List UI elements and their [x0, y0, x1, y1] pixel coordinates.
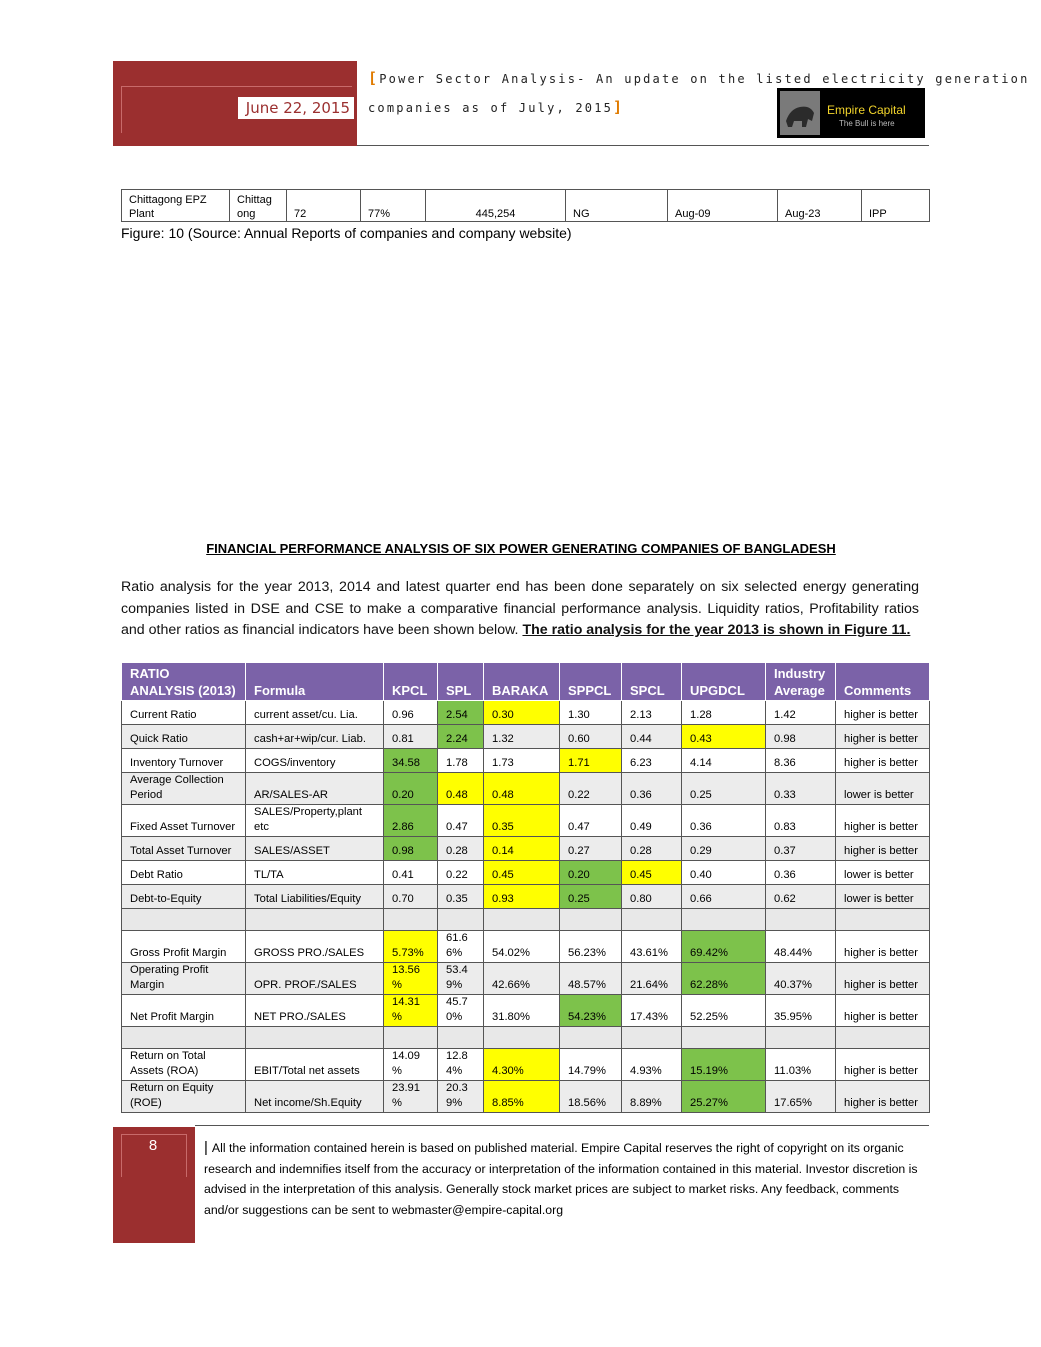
- table-cell: 35.95%: [766, 995, 836, 1027]
- table-row: [122, 963, 930, 995]
- table-cell: 0.30: [484, 701, 560, 725]
- empire-capital-logo: [777, 88, 925, 138]
- table-row: [122, 805, 930, 837]
- table-cell: 48.57%: [560, 963, 622, 995]
- table-cell: 14.09 %: [384, 1049, 438, 1081]
- table-cell: 69.42%: [682, 931, 766, 963]
- table-cell: 0.83: [766, 805, 836, 837]
- table-cell: cash+ar+wip/cur. Liab.: [246, 725, 384, 749]
- header-title-line1: [Power Sector Analysis- An update on the listed electricity generation: [368, 69, 1030, 87]
- table-cell: lower is better: [836, 861, 930, 885]
- logo-name: Empire Capital: [827, 103, 906, 117]
- header-upgdcl: UPGDCL: [682, 663, 766, 701]
- table-cell: [766, 909, 836, 931]
- table-cell: 77%: [361, 190, 426, 222]
- table-cell: 0.29: [682, 837, 766, 861]
- page-number: 8: [148, 1137, 158, 1154]
- table-cell: [246, 1027, 384, 1049]
- table-cell: Net income/Sh.Equity: [246, 1081, 384, 1113]
- table-cell: 0.45: [484, 861, 560, 885]
- table-cell: 1.28: [682, 701, 766, 725]
- header-title-line2: companies as of July, 2015]: [368, 98, 625, 116]
- table-cell: 2.13: [622, 701, 682, 725]
- table-cell: 0.35: [438, 885, 484, 909]
- table-row: [122, 190, 930, 222]
- table-cell: Inventory Turnover: [122, 749, 246, 773]
- table-cell: [122, 1027, 246, 1049]
- table-cell: 40.37%: [766, 963, 836, 995]
- table-spacer-row: [122, 909, 930, 931]
- table-cell: higher is better: [836, 701, 930, 725]
- table-cell: 13.56 %: [384, 963, 438, 995]
- header-ratio: RATIO ANALYSIS (2013): [122, 663, 246, 701]
- table-cell: higher is better: [836, 805, 930, 837]
- table-cell: 0.48: [438, 773, 484, 805]
- table-cell: lower is better: [836, 885, 930, 909]
- table-cell: Return on Equity (ROE): [122, 1081, 246, 1113]
- table-cell: higher is better: [836, 725, 930, 749]
- table-cell: 54.02%: [484, 931, 560, 963]
- table-cell: 445,254: [426, 190, 566, 222]
- table-cell: 0.25: [682, 773, 766, 805]
- footer-separator: |: [204, 1139, 208, 1156]
- table-cell: higher is better: [836, 995, 930, 1027]
- table-cell: 14.31 %: [384, 995, 438, 1027]
- table-cell: 0.80: [622, 885, 682, 909]
- table-cell: 0.22: [560, 773, 622, 805]
- footer-disclaimer: | All the information contained herein is based on published material. Empire Capital reserves the right of copyright on its organic research and indemnifies itself from the accuracy or interpretation of the information contained in this material. Investor discretion is advised in the interpretation of this analysis. Generally stock market prices are subject to market risks. Any feedback, comments and/or suggestions can be sent to webmaster@empire-capital.org: [204, 1139, 918, 1217]
- table-cell: 14.79%: [560, 1049, 622, 1081]
- table-cell: Aug-23: [778, 190, 862, 222]
- table-cell: 0.93: [484, 885, 560, 909]
- table-cell: 0.62: [766, 885, 836, 909]
- footer-rule: [195, 1125, 929, 1126]
- table-cell: Chittagong EPZ Plant: [122, 190, 230, 222]
- table-cell: 2.24: [438, 725, 484, 749]
- table-cell: Net Profit Margin: [122, 995, 246, 1027]
- table-cell: [622, 909, 682, 931]
- table-cell: [682, 909, 766, 931]
- table-cell: 0.96: [384, 701, 438, 725]
- table-cell: 0.28: [438, 837, 484, 861]
- table-cell: 0.44: [622, 725, 682, 749]
- table-cell: 1.73: [484, 749, 560, 773]
- table-cell: 1.71: [560, 749, 622, 773]
- table-row: [122, 725, 930, 749]
- table-cell: 4.30%: [484, 1049, 560, 1081]
- table-cell: 0.47: [438, 805, 484, 837]
- ratio-analysis-table: [121, 662, 930, 1113]
- table-cell: TL/TA: [246, 861, 384, 885]
- table-cell: 2.54: [438, 701, 484, 725]
- table-cell: 0.47: [560, 805, 622, 837]
- figure-caption: Figure: 10 (Source: Annual Reports of companies and company website): [121, 225, 572, 241]
- table-cell: 0.14: [484, 837, 560, 861]
- table-cell: 0.36: [682, 805, 766, 837]
- table-cell: 1.32: [484, 725, 560, 749]
- table-cell: [622, 1027, 682, 1049]
- table-cell: COGS/inventory: [246, 749, 384, 773]
- table-cell: 0.98: [384, 837, 438, 861]
- header-formula: Formula: [246, 663, 384, 701]
- table-cell: higher is better: [836, 931, 930, 963]
- table-cell: 53.4 9%: [438, 963, 484, 995]
- table-cell: [438, 1027, 484, 1049]
- table-header-row: [122, 663, 930, 701]
- header-spl: SPL: [438, 663, 484, 701]
- table-cell: 31.80%: [484, 995, 560, 1027]
- table-cell: 34.58: [384, 749, 438, 773]
- table-cell: [246, 909, 384, 931]
- table-cell: 0.41: [384, 861, 438, 885]
- table-cell: 0.25: [560, 885, 622, 909]
- table-cell: Gross Profit Margin: [122, 931, 246, 963]
- table-cell: [438, 909, 484, 931]
- table-cell: 0.40: [682, 861, 766, 885]
- table-cell: 18.56%: [560, 1081, 622, 1113]
- table-cell: GROSS PRO./SALES: [246, 931, 384, 963]
- table-row: [122, 1049, 930, 1081]
- table-cell: [682, 1027, 766, 1049]
- table-cell: 5.73%: [384, 931, 438, 963]
- table-cell: OPR. PROF./SALES: [246, 963, 384, 995]
- table-cell: SALES/ASSET: [246, 837, 384, 861]
- table-cell: 0.45: [622, 861, 682, 885]
- table-cell: 43.61%: [622, 931, 682, 963]
- table-cell: NG: [566, 190, 668, 222]
- table-cell: 1.30: [560, 701, 622, 725]
- table-cell: Average Collection Period: [122, 773, 246, 805]
- table-cell: [484, 1027, 560, 1049]
- table-cell: 11.03%: [766, 1049, 836, 1081]
- table-cell: Fixed Asset Turnover: [122, 805, 246, 837]
- bull-icon: [780, 91, 820, 135]
- table-cell: IPP: [862, 190, 930, 222]
- table-cell: 0.20: [384, 773, 438, 805]
- table-cell: Chittag ong: [230, 190, 287, 222]
- table-cell: 12.8 4%: [438, 1049, 484, 1081]
- table-cell: 17.65%: [766, 1081, 836, 1113]
- table-cell: 45.7 0%: [438, 995, 484, 1027]
- table-cell: 8.89%: [622, 1081, 682, 1113]
- table-cell: higher is better: [836, 837, 930, 861]
- table-cell: 0.22: [438, 861, 484, 885]
- table-cell: 0.37: [766, 837, 836, 861]
- table-cell: 0.43: [682, 725, 766, 749]
- table-cell: [560, 909, 622, 931]
- table-cell: 2.86: [384, 805, 438, 837]
- table-cell: 0.81: [384, 725, 438, 749]
- table-cell: [836, 909, 930, 931]
- table-row: [122, 1081, 930, 1113]
- plant-table: [121, 189, 930, 222]
- logo-tagline: The Bull is here: [839, 119, 895, 128]
- table-cell: Total Liabilities/Equity: [246, 885, 384, 909]
- table-cell: Total Asset Turnover: [122, 837, 246, 861]
- table-cell: Return on Total Assets (ROA): [122, 1049, 246, 1081]
- table-cell: current asset/cu. Lia.: [246, 701, 384, 725]
- table-cell: 20.3 9%: [438, 1081, 484, 1113]
- table-row: [122, 995, 930, 1027]
- table-cell: 56.23%: [560, 931, 622, 963]
- table-cell: 0.48: [484, 773, 560, 805]
- table-cell: [560, 1027, 622, 1049]
- table-cell: 62.28%: [682, 963, 766, 995]
- table-row: [122, 701, 930, 725]
- table-cell: 1.78: [438, 749, 484, 773]
- table-cell: higher is better: [836, 1049, 930, 1081]
- table-cell: [766, 1027, 836, 1049]
- table-cell: 72: [287, 190, 361, 222]
- header-rule: [357, 145, 929, 146]
- table-cell: 0.66: [682, 885, 766, 909]
- table-cell: 25.27%: [682, 1081, 766, 1113]
- table-cell: 23.91 %: [384, 1081, 438, 1113]
- table-cell: 4.93%: [622, 1049, 682, 1081]
- table-cell: 8.36: [766, 749, 836, 773]
- table-cell: [484, 909, 560, 931]
- section-paragraph: Ratio analysis for the year 2013, 2014 and latest quarter end has been done separately on six selected energy generating companies listed in DSE and CSE to make a comparative financial performance analysis. Liquidity ratios, Profitability ratios and other ratios as financial indicators have been shown below. The ratio analysis for the year 2013 is shown in Figure 11.: [121, 579, 919, 638]
- table-cell: 48.44%: [766, 931, 836, 963]
- table-cell: Debt-to-Equity: [122, 885, 246, 909]
- table-cell: 0.49: [622, 805, 682, 837]
- table-cell: 8.85%: [484, 1081, 560, 1113]
- table-cell: 0.70: [384, 885, 438, 909]
- table-cell: [122, 909, 246, 931]
- table-cell: Operating Profit Margin: [122, 963, 246, 995]
- table-cell: [384, 909, 438, 931]
- table-cell: [836, 1027, 930, 1049]
- table-cell: [384, 1027, 438, 1049]
- table-cell: Aug-09: [668, 190, 778, 222]
- table-cell: 0.27: [560, 837, 622, 861]
- figure-reference: The ratio analysis for the year 2013 is shown in Figure 11.: [522, 622, 911, 638]
- table-cell: 42.66%: [484, 963, 560, 995]
- table-cell: 0.35: [484, 805, 560, 837]
- header-comments: Comments: [836, 663, 930, 701]
- table-cell: 0.28: [622, 837, 682, 861]
- header-date: June 22, 2015: [238, 97, 354, 119]
- table-cell: 0.20: [560, 861, 622, 885]
- table-cell: Debt Ratio: [122, 861, 246, 885]
- table-row: [122, 931, 930, 963]
- table-cell: NET PRO./SALES: [246, 995, 384, 1027]
- header-industry-average: Industry Average: [766, 663, 836, 701]
- table-cell: SALES/Property,plant etc: [246, 805, 384, 837]
- table-cell: 17.43%: [622, 995, 682, 1027]
- table-cell: EBIT/Total net assets: [246, 1049, 384, 1081]
- table-cell: 54.23%: [560, 995, 622, 1027]
- table-cell: Current Ratio: [122, 701, 246, 725]
- table-cell: higher is better: [836, 963, 930, 995]
- table-cell: higher is better: [836, 1081, 930, 1113]
- table-cell: 21.64%: [622, 963, 682, 995]
- table-cell: 0.98: [766, 725, 836, 749]
- table-cell: 1.42: [766, 701, 836, 725]
- table-row: [122, 885, 930, 909]
- table-cell: 0.60: [560, 725, 622, 749]
- table-row: [122, 861, 930, 885]
- table-cell: 0.33: [766, 773, 836, 805]
- header-kpcl: KPCL: [384, 663, 438, 701]
- table-spacer-row: [122, 1027, 930, 1049]
- header-sppcl: SPPCL: [560, 663, 622, 701]
- table-cell: lower is better: [836, 773, 930, 805]
- section-heading: FINANCIAL PERFORMANCE ANALYSIS OF SIX POWER GENERATING COMPANIES OF BANGLADESH: [206, 541, 836, 556]
- header-baraka: BARAKA: [484, 663, 560, 701]
- table-cell: 52.25%: [682, 995, 766, 1027]
- table-cell: 4.14: [682, 749, 766, 773]
- table-row: [122, 773, 930, 805]
- table-cell: higher is better: [836, 749, 930, 773]
- table-cell: 6.23: [622, 749, 682, 773]
- table-cell: 0.36: [766, 861, 836, 885]
- table-cell: Quick Ratio: [122, 725, 246, 749]
- table-cell: 61.6 6%: [438, 931, 484, 963]
- table-row: [122, 749, 930, 773]
- table-cell: 15.19%: [682, 1049, 766, 1081]
- table-cell: AR/SALES-AR: [246, 773, 384, 805]
- header-spcl: SPCL: [622, 663, 682, 701]
- table-cell: 0.36: [622, 773, 682, 805]
- table-row: [122, 837, 930, 861]
